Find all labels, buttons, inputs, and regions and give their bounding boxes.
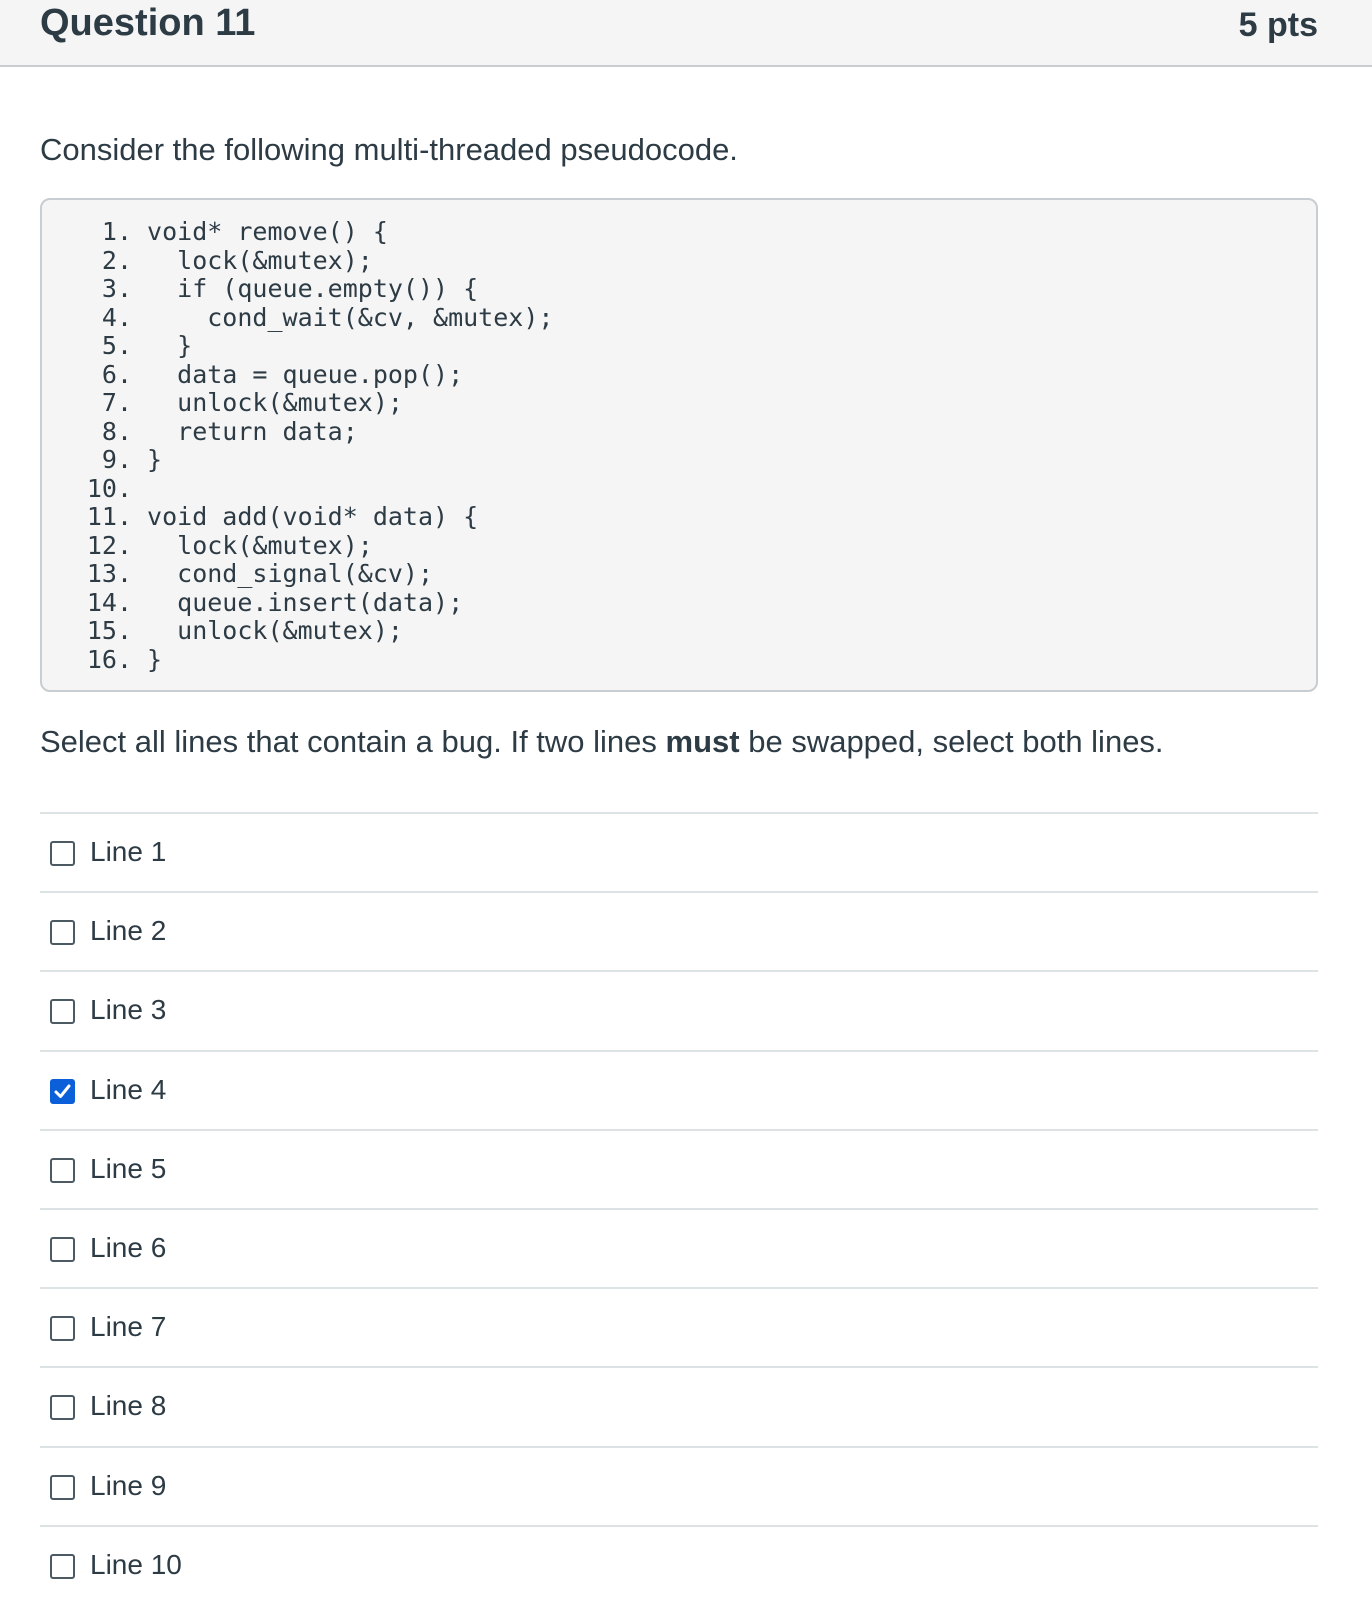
question-instruction [40, 722, 1164, 762]
code-line [74, 332, 553, 361]
code-line-number: 13. [86, 559, 132, 588]
code-line [74, 247, 553, 276]
code-line [74, 475, 553, 504]
question-intro: Consider the following multi-threaded pseudocode. [40, 132, 738, 167]
checkbox[interactable] [50, 1316, 75, 1341]
code-line-number: 7. [101, 388, 132, 417]
instruction-emphasis: must [665, 724, 740, 759]
pseudocode [74, 218, 553, 674]
answer-label[interactable]: Line 2 [90, 915, 167, 947]
answer-label[interactable]: Line 8 [90, 1390, 167, 1422]
code-line-number: 8. [101, 416, 132, 446]
checkbox[interactable] [50, 999, 75, 1024]
checkmark-icon [53, 1082, 72, 1101]
code-line-text: } [132, 445, 163, 474]
code-line-number: 6. [101, 359, 132, 389]
answer-label[interactable]: Line 9 [90, 1469, 167, 1501]
answer-option[interactable] [40, 1525, 1318, 1604]
answer-option[interactable] [40, 1050, 1318, 1129]
answer-option[interactable] [40, 1366, 1318, 1445]
answer-label[interactable]: Line 10 [90, 1548, 182, 1580]
checkbox[interactable] [50, 1158, 75, 1183]
answer-label[interactable]: Line 6 [90, 1231, 167, 1263]
instruction-text-before: Select all lines that contain a bug. If two lines [40, 724, 666, 759]
checkbox[interactable] [50, 920, 75, 945]
answer-option[interactable] [40, 1446, 1318, 1525]
code-line-number: 11. [86, 502, 132, 531]
answer-option[interactable] [40, 812, 1318, 891]
code-line-text: void add(void* data) { [132, 502, 479, 531]
code-line [74, 617, 553, 646]
answer-option[interactable] [40, 1208, 1318, 1287]
code-line-number: 16. [86, 644, 132, 674]
code-line [74, 446, 553, 475]
code-line [74, 389, 553, 418]
answer-option[interactable] [40, 1287, 1318, 1366]
code-line [74, 503, 553, 532]
answer-option[interactable] [40, 970, 1318, 1049]
code-line-number: 4. [101, 302, 132, 332]
code-line-number: 5. [101, 331, 132, 360]
checkbox[interactable] [50, 841, 75, 866]
code-line-text: lock(&mutex); [132, 245, 373, 275]
code-line [74, 532, 553, 561]
code-line-number: 9. [101, 445, 132, 474]
code-line [74, 589, 553, 618]
code-line-number: 1. [101, 217, 132, 246]
answer-list [40, 812, 1318, 1604]
code-line-text: cond_signal(&cv); [132, 559, 434, 588]
code-line-number: 12. [86, 530, 132, 560]
answer-option[interactable] [40, 891, 1318, 970]
code-line-text: return data; [132, 416, 358, 446]
checkbox-checked[interactable] [50, 1079, 75, 1104]
code-line [74, 646, 553, 675]
code-line-number: 3. [101, 274, 132, 303]
answer-label[interactable]: Line 1 [90, 836, 167, 867]
code-line-number: 2. [101, 245, 132, 275]
code-line-text: if (queue.empty()) { [132, 274, 479, 303]
checkbox[interactable] [50, 1395, 75, 1420]
answer-label[interactable]: Line 3 [90, 994, 167, 1026]
code-line-text: data = queue.pop(); [132, 359, 464, 389]
checkbox[interactable] [50, 1475, 75, 1500]
answer-label[interactable]: Line 7 [90, 1311, 167, 1343]
code-line-text: } [132, 331, 193, 360]
code-line-text: } [132, 644, 163, 674]
code-line [74, 304, 553, 333]
code-line-text: cond_wait(&cv, &mutex); [132, 302, 554, 332]
question-header [0, 0, 1372, 67]
answer-label[interactable]: Line 4 [90, 1073, 167, 1105]
code-line-text: unlock(&mutex); [132, 616, 403, 645]
answer-option[interactable] [40, 1129, 1318, 1208]
code-line-text: unlock(&mutex); [132, 388, 403, 417]
code-line [74, 361, 553, 390]
code-block [40, 198, 1318, 692]
instruction-text-after: be swapped, select both lines. [739, 724, 1164, 759]
answer-label[interactable]: Line 5 [90, 1152, 167, 1184]
code-line-number: 14. [86, 587, 132, 617]
question-points: 5 pts [1238, 6, 1318, 44]
code-line-number: 10. [86, 473, 132, 503]
code-line-number: 15. [86, 616, 132, 645]
code-line [74, 275, 553, 304]
code-line-text: void* remove() { [132, 217, 388, 246]
code-line [74, 418, 553, 447]
code-line [74, 218, 553, 247]
question-title: Question 11 [40, 2, 256, 44]
checkbox[interactable] [50, 1554, 75, 1579]
code-line-text: queue.insert(data); [132, 587, 464, 617]
code-line-text: lock(&mutex); [132, 530, 373, 560]
code-line [74, 560, 553, 589]
checkbox[interactable] [50, 1237, 75, 1262]
